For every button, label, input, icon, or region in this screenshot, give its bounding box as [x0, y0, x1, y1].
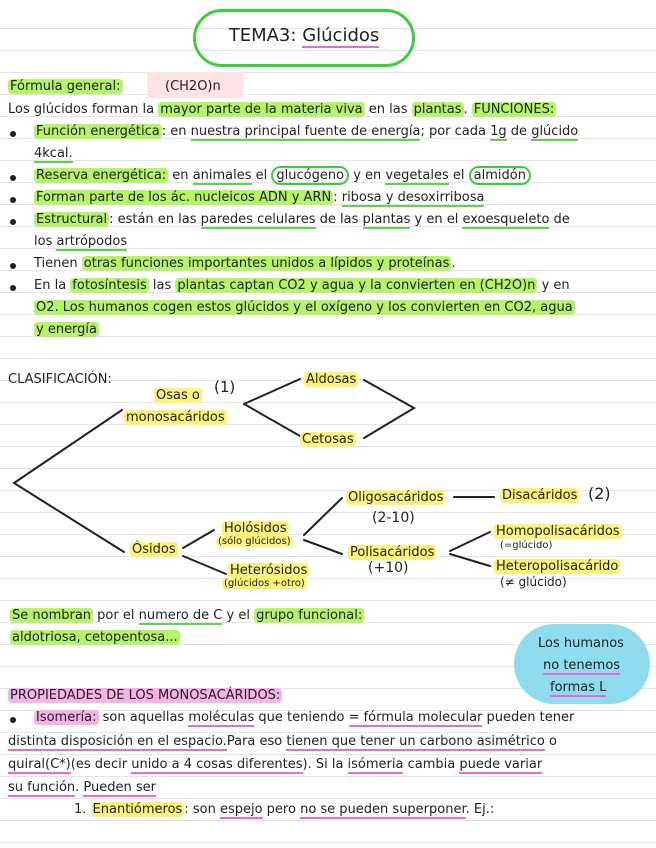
f3-label: Forman parte de los ác. nucleicos ADN y ARN: [36, 190, 332, 205]
naming-underline: numero de C: [138, 608, 223, 623]
classification-heading: CLASIFICACIÓN:: [8, 372, 112, 387]
tree-branch-heterosidos: [183, 556, 226, 574]
f2-label: Reserva energética:: [36, 168, 167, 183]
tree-branch-hetero: [450, 554, 490, 566]
intro-highlight-plantas: plantas: [413, 102, 462, 117]
isomeria-underline: quiral(C*): [8, 757, 71, 772]
node-homopolisacaridos: Homopolisacáridos: [496, 524, 620, 539]
f2-underline: animales: [192, 168, 252, 183]
f4-underline: paredes celulares: [200, 212, 316, 227]
enantiomeros-text: . Ej.:: [465, 802, 495, 817]
f6-highlight: plantas captan CO2 y agua y la convierten en (CH2O)n: [177, 278, 536, 293]
f2-text: en: [168, 168, 193, 183]
node-oligosacaridos: Oligosacáridos: [348, 490, 444, 505]
f2-text: el: [251, 168, 272, 183]
enantiomeros-label: Enantiómeros: [92, 802, 183, 817]
f4-label: Estructural: [36, 212, 108, 227]
isomeria-text: cambia: [403, 757, 460, 772]
naming-highlight: grupo funcional:: [256, 608, 363, 623]
node-osas: Osas o: [156, 388, 200, 403]
node-disacaridos-note: (2): [588, 484, 611, 503]
enantiomeros-underline: no se pueden superponer: [300, 802, 466, 817]
enantiomeros-line: [74, 802, 494, 817]
intro-text: Los glúcidos forman la: [8, 102, 159, 117]
isomeria-line3: [8, 757, 542, 772]
isomeria-underline: distinta disposición en el espacio.: [8, 734, 227, 749]
f2-text: el: [448, 168, 469, 183]
f2-text: y en: [349, 168, 386, 183]
f6-text: y en: [537, 278, 570, 293]
tree-branch-osidos: [14, 483, 124, 552]
node-poli-range: (+10): [368, 560, 409, 576]
note-line3: [550, 680, 606, 695]
tree-branch-poli: [304, 540, 342, 554]
isomeria-underline: su función: [8, 780, 76, 795]
tree-branch-holosidos: [183, 530, 214, 548]
node-cetosas: Cetosas: [302, 432, 354, 447]
note-text: formas L: [550, 680, 607, 695]
f1-label: Función energética: [36, 124, 160, 139]
isomeria-text: .: [75, 780, 84, 795]
isomeria-label: Isomería:: [36, 710, 97, 725]
isomeria-underline: unido a 4 cosas diferentes: [131, 757, 303, 772]
tree-branch-oligo: [304, 498, 342, 535]
note-text: no tenemos: [543, 658, 621, 673]
node-heterosidos: Heterósidos: [230, 563, 308, 578]
note-line1: [538, 636, 624, 651]
f1-underline: glúcido: [531, 124, 579, 139]
f6-text: las: [148, 278, 176, 293]
formula-value: (CH2O)n: [165, 79, 221, 94]
isomeria-line1: [34, 710, 574, 725]
isomeria-text: que teniendo: [254, 710, 349, 725]
f1-underline: nuestra principal fuente de energía: [190, 124, 421, 139]
tree-branch-homo: [450, 532, 490, 551]
f2-circled-almidon: almidón: [469, 166, 531, 185]
isomeria-text: (es decir: [70, 757, 132, 772]
tree-bracket: [364, 380, 414, 438]
f3-underline: ribosa y desoxirribosa: [341, 190, 485, 205]
f4-text: y en el: [410, 212, 463, 227]
naming-line: [10, 608, 364, 623]
f1-text: : en: [161, 124, 191, 139]
f4-text: : están en las: [109, 212, 201, 227]
f3-text: :: [333, 190, 342, 205]
intro-text: en las: [364, 102, 412, 117]
f5-text: Tienen: [34, 256, 82, 271]
isomeria-underline: moléculas: [188, 710, 255, 725]
isomeria-line4: [8, 780, 156, 795]
properties-heading: PROPIEDADES DE LOS MONOSACÁRIDOS:: [10, 688, 281, 703]
f4-underline: exoesqueleto: [462, 212, 550, 227]
enantiomeros-text: : son: [184, 802, 220, 817]
naming-text: y el: [222, 608, 255, 623]
f1-text: ; por cada: [420, 124, 491, 139]
node-osas-note: (1): [214, 378, 236, 396]
node-monosacaridos: monosacáridos: [126, 410, 225, 425]
node-aldosas: Aldosas: [306, 372, 357, 387]
tree-branch-aldosas: [244, 379, 300, 404]
isomeria-text: Para eso: [226, 734, 287, 749]
naming-highlight: Se nombran: [12, 608, 92, 623]
node-heteropolisacarido: Heteropolisacárido: [496, 559, 619, 574]
f6-line2: O2. Los humanos cogen estos glúcidos y el oxígeno y los convierten en CO2, agua: [36, 300, 573, 315]
isomeria-text: son aquellas: [98, 710, 189, 725]
bullet: [10, 717, 16, 723]
title-topic: Glúcidos: [302, 25, 380, 46]
intro-highlight-materia: mayor parte de la materia viva: [160, 102, 363, 117]
node-disacaridos: Disacáridos: [502, 488, 578, 503]
node-oligo-range: (2-10): [372, 510, 415, 526]
f4-text: los: [34, 234, 57, 249]
naming-text: por el: [93, 608, 139, 623]
title-prefix: TEMA3:: [228, 25, 297, 46]
isomeria-underline: = fórmula molecular: [348, 710, 483, 725]
node-holosidos: Holósidos: [224, 521, 287, 536]
intro-text: .: [463, 102, 472, 117]
enantiomeros-number: 1.: [74, 802, 91, 817]
node-homo-note: (=glúcido): [500, 540, 553, 551]
f5-text: .: [451, 256, 456, 271]
node-polisacaridos: Polisacáridos: [350, 545, 435, 560]
isomeria-underline: Pueden ser: [83, 780, 157, 795]
f1-underline: 1g: [490, 124, 507, 139]
f6-text: En la: [34, 278, 71, 293]
isomeria-text: pueden tener: [482, 710, 575, 725]
isomeria-underline: puede variar: [459, 757, 543, 772]
f5-highlight: otras funciones importantes unidos a lípidos y proteínas: [83, 256, 450, 271]
isomeria-underline: isómeria: [347, 757, 404, 772]
node-heterosidos-note: (glúcidos +otro): [224, 578, 305, 589]
node-hetero-note: (≠ glúcido): [500, 575, 567, 589]
f2-circled-glucogeno: glucógeno: [271, 166, 349, 185]
tree-branch-osas: [14, 410, 122, 483]
properties-heading-row: [8, 688, 282, 703]
isomeria-underline: tienen que tener un carbono asimétrico: [286, 734, 545, 749]
f6-line3: y energía: [36, 322, 98, 337]
naming-line2: [10, 630, 180, 645]
f4-underline: plantas: [362, 212, 411, 227]
note-line2: [543, 658, 620, 673]
enantiomeros-text: pero: [262, 802, 301, 817]
naming-examples: aldotriosa, cetopentosa...: [12, 630, 178, 645]
f6-highlight: fotosíntesis: [72, 278, 147, 293]
f2-underline: vegetales: [385, 168, 449, 183]
tree-branch-cetosas: [244, 404, 300, 436]
isomeria-text: o: [544, 734, 557, 749]
note-text: Los humanos: [538, 636, 624, 651]
intro-functions-heading: FUNCIONES:: [473, 102, 555, 117]
f4-text: de: [549, 212, 570, 227]
isomeria-text: ). Si la: [302, 757, 348, 772]
f4-text: de las: [315, 212, 363, 227]
node-holosidos-note: (sólo glúcidos): [218, 536, 291, 547]
enantiomeros-underline: espejo: [219, 802, 263, 817]
f4-artropodos: artrópodos: [56, 234, 128, 249]
node-osidos: Ósidos: [132, 542, 176, 557]
f1-text: de: [506, 124, 532, 139]
formula-label: Fórmula general:: [10, 79, 121, 94]
f1-kcal: 4kcal.: [34, 146, 73, 161]
isomeria-line2: [8, 734, 557, 749]
